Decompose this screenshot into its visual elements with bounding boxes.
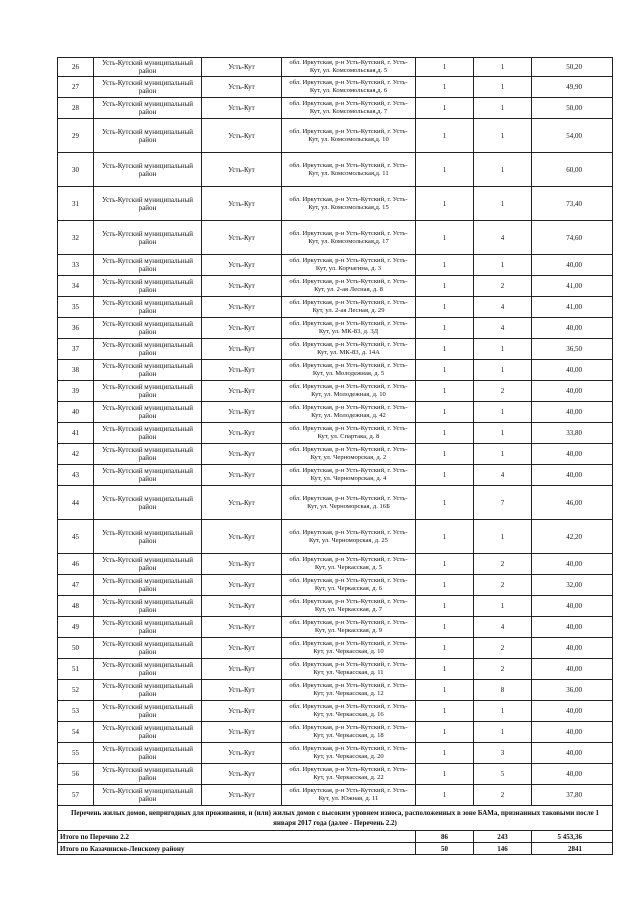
houses-count-cell: 1: [416, 722, 474, 743]
row-number-cell: 44: [58, 486, 94, 520]
row-number-cell: 57: [58, 785, 94, 806]
address-cell: обл. Иркутская, р-н Усть-Кутский, г. Усть-Кут, ул. Черкасская, д. 22: [282, 764, 416, 785]
houses-count-cell: 1: [416, 785, 474, 806]
houses-count-cell: 1: [416, 486, 474, 520]
table-row: [58, 701, 613, 722]
address-cell: обл. Иркутская, р-н Усть-Кутский, г. Усть-Кут, ул. Черкасская, д. 20: [282, 743, 416, 764]
area-cell: 40,00: [532, 638, 613, 659]
area-cell: 37,80: [532, 785, 613, 806]
row-number-cell: 32: [58, 221, 94, 255]
settlement-cell: Усть-Кут: [202, 221, 282, 255]
address-cell: обл. Иркутская, р-н Усть-Кутский, г. Усть-Кут, ул. Корчагина, д. 3: [282, 255, 416, 276]
address-cell: обл. Иркутская, р-н Усть-Кутский, г. Усть-Кут, ул. Комсомольская,д. 5: [282, 58, 416, 77]
row-number-cell: 26: [58, 58, 94, 77]
area-cell: 40,00: [532, 764, 613, 785]
residents-count-cell: 1: [474, 360, 532, 381]
houses-count-cell: 1: [416, 276, 474, 297]
residents-count-cell: 2: [474, 554, 532, 575]
residents-count-cell: 1: [474, 98, 532, 119]
district-cell: Усть-Кутский муниципальный район: [94, 575, 202, 596]
row-number-cell: 51: [58, 659, 94, 680]
row-number-cell: 50: [58, 638, 94, 659]
district-cell: Усть-Кутский муниципальный район: [94, 339, 202, 360]
residents-count-cell: 4: [474, 617, 532, 638]
address-cell: обл. Иркутская, р-н Усть-Кутский, г. Усть-Кут, ул. Молодежная, д. 10: [282, 381, 416, 402]
district-cell: Усть-Кутский муниципальный район: [94, 318, 202, 339]
houses-count-cell: 1: [416, 444, 474, 465]
row-number-cell: 38: [58, 360, 94, 381]
settlement-cell: Усть-Кут: [202, 785, 282, 806]
row-number-cell: 31: [58, 187, 94, 221]
district-cell: Усть-Кутский муниципальный район: [94, 119, 202, 153]
area-cell: 41,00: [532, 297, 613, 318]
residents-count-cell: 4: [474, 297, 532, 318]
residents-count-cell: 1: [474, 596, 532, 617]
row-number-cell: 47: [58, 575, 94, 596]
address-cell: обл. Иркутская, р-н Усть-Кутский, г. Усть-Кут, ул. Черкасская, д. 16: [282, 701, 416, 722]
address-cell: обл. Иркутская, р-н Усть-Кутский, г. Усть-Кут, ул. Молодежная, д. 42: [282, 402, 416, 423]
area-cell: 32,00: [532, 575, 613, 596]
row-number-cell: 28: [58, 98, 94, 119]
district-cell: Усть-Кутский муниципальный район: [94, 98, 202, 119]
houses-count-cell: 1: [416, 98, 474, 119]
settlement-cell: Усть-Кут: [202, 444, 282, 465]
residents-count-cell: 2: [474, 785, 532, 806]
houses-count-cell: 1: [416, 339, 474, 360]
settlement-cell: Усть-Кут: [202, 743, 282, 764]
document-page: [57, 57, 612, 855]
houses-count-cell: 1: [416, 221, 474, 255]
area-cell: 50,00: [532, 98, 613, 119]
area-cell: 40,00: [532, 318, 613, 339]
houses-count-cell: 1: [416, 554, 474, 575]
row-number-cell: 54: [58, 722, 94, 743]
district-cell: Усть-Кутский муниципальный район: [94, 701, 202, 722]
table-row: [58, 77, 613, 98]
residents-count-cell: 1: [474, 444, 532, 465]
residents-count-cell: 1: [474, 423, 532, 444]
table-row: [58, 360, 613, 381]
table-row: [58, 221, 613, 255]
settlement-cell: Усть-Кут: [202, 659, 282, 680]
address-cell: обл. Иркутская, р-н Усть-Кутский, г. Усть-Кут, ул. Черкасская, д. 12: [282, 680, 416, 701]
table-row: [58, 554, 613, 575]
area-cell: 50,20: [532, 58, 613, 77]
table-row: [58, 520, 613, 554]
district-cell: Усть-Кутский муниципальный район: [94, 638, 202, 659]
total-area-cell: 5 453,36: [532, 831, 613, 843]
houses-count-cell: 1: [416, 381, 474, 402]
district-cell: Усть-Кутский муниципальный район: [94, 444, 202, 465]
settlement-cell: Усть-Кут: [202, 423, 282, 444]
row-number-cell: 36: [58, 318, 94, 339]
table-row: [58, 119, 613, 153]
table-body: [58, 58, 613, 855]
area-cell: 40,00: [532, 444, 613, 465]
settlement-cell: Усть-Кут: [202, 77, 282, 98]
table-row: [58, 575, 613, 596]
address-cell: обл. Иркутская, р-н Усть-Кутский, г. Усть-Кут, ул. Черкасская, д. 5: [282, 554, 416, 575]
address-cell: обл. Иркутская, р-н Усть-Кутский, г. Усть-Кут, ул. Комсомольская,д. 7: [282, 98, 416, 119]
settlement-cell: Усть-Кут: [202, 722, 282, 743]
residents-count-cell: 1: [474, 339, 532, 360]
table-row: [58, 596, 613, 617]
row-number-cell: 53: [58, 701, 94, 722]
settlement-cell: Усть-Кут: [202, 554, 282, 575]
table-row: [58, 187, 613, 221]
residents-count-cell: 2: [474, 659, 532, 680]
table-row: [58, 743, 613, 764]
row-number-cell: 49: [58, 617, 94, 638]
row-number-cell: 39: [58, 381, 94, 402]
area-cell: 40,00: [532, 381, 613, 402]
settlement-cell: Усть-Кут: [202, 360, 282, 381]
row-number-cell: 52: [58, 680, 94, 701]
settlement-cell: Усть-Кут: [202, 58, 282, 77]
area-cell: 40,00: [532, 360, 613, 381]
residents-count-cell: 4: [474, 465, 532, 486]
table-row: [58, 722, 613, 743]
table-row: [58, 339, 613, 360]
area-cell: 40,00: [532, 743, 613, 764]
residents-count-cell: 1: [474, 77, 532, 98]
address-cell: обл. Иркутская, р-н Усть-Кутский, г. Усть-Кут, ул. Комсомольская,д. 10: [282, 119, 416, 153]
row-number-cell: 43: [58, 465, 94, 486]
total-houses-cell: 50: [416, 843, 474, 855]
address-cell: обл. Иркутская, р-н Усть-Кутский, г. Усть-Кут, ул. 2-ая Лесная, д. 8: [282, 276, 416, 297]
address-cell: обл. Иркутская, р-н Усть-Кутский, г. Усть-Кут, ул. Черкасская, д. 9: [282, 617, 416, 638]
table-row: [58, 764, 613, 785]
settlement-cell: Усть-Кут: [202, 617, 282, 638]
housing-table: [57, 57, 613, 855]
residents-count-cell: 1: [474, 520, 532, 554]
row-number-cell: 40: [58, 402, 94, 423]
total-houses-cell: 86: [416, 831, 474, 843]
table-row: [58, 318, 613, 339]
settlement-cell: Усть-Кут: [202, 187, 282, 221]
area-cell: 54,00: [532, 119, 613, 153]
houses-count-cell: 1: [416, 402, 474, 423]
residents-count-cell: 1: [474, 187, 532, 221]
residents-count-cell: 1: [474, 255, 532, 276]
address-cell: обл. Иркутская, р-н Усть-Кутский, г. Усть-Кут, ул. Черноморская, д. 4: [282, 465, 416, 486]
area-cell: 73,40: [532, 187, 613, 221]
area-cell: 60,00: [532, 153, 613, 187]
district-cell: Усть-Кутский муниципальный район: [94, 520, 202, 554]
address-cell: обл. Иркутская, р-н Усть-Кутский, г. Усть-Кут, ул. МК-83, д. 3Д: [282, 318, 416, 339]
total-residents-cell: 146: [474, 843, 532, 855]
area-cell: 41,00: [532, 276, 613, 297]
district-cell: Усть-Кутский муниципальный район: [94, 381, 202, 402]
address-cell: обл. Иркутская, р-н Усть-Кутский, г. Усть-Кут, ул. Черкасская, д. 11: [282, 659, 416, 680]
address-cell: обл. Иркутская, р-н Усть-Кутский, г. Усть-Кут, ул. МК-83, д. 14А: [282, 339, 416, 360]
settlement-cell: Усть-Кут: [202, 339, 282, 360]
settlement-cell: Усть-Кут: [202, 98, 282, 119]
district-cell: Усть-Кутский муниципальный район: [94, 764, 202, 785]
address-cell: обл. Иркутская, р-н Усть-Кутский, г. Усть-Кут, ул. Комсомольская,д. 6: [282, 77, 416, 98]
district-cell: Усть-Кутский муниципальный район: [94, 77, 202, 98]
table-row: [58, 659, 613, 680]
area-cell: 33,80: [532, 423, 613, 444]
address-cell: обл. Иркутская, р-н Усть-Кутский, г. Усть-Кут, ул. Черноморская, д. 25: [282, 520, 416, 554]
total-row: [58, 843, 613, 855]
residents-count-cell: 3: [474, 743, 532, 764]
settlement-cell: Усть-Кут: [202, 680, 282, 701]
district-cell: Усть-Кутский муниципальный район: [94, 486, 202, 520]
houses-count-cell: 1: [416, 297, 474, 318]
settlement-cell: Усть-Кут: [202, 575, 282, 596]
row-number-cell: 56: [58, 764, 94, 785]
table-row: [58, 680, 613, 701]
district-cell: Усть-Кутский муниципальный район: [94, 402, 202, 423]
row-number-cell: 35: [58, 297, 94, 318]
area-cell: 36,50: [532, 339, 613, 360]
settlement-cell: Усть-Кут: [202, 596, 282, 617]
table-row: [58, 617, 613, 638]
section-note: Перечень жилых домов, непригодных для проживания, и (или) жилых домов с высоким уровнем износа, расположенных в зоне БАМа, признанных таковыми после 1 января 2017 года (далее - Перечень 2.2): [58, 806, 613, 831]
total-area-cell: 2841: [532, 843, 613, 855]
houses-count-cell: 1: [416, 360, 474, 381]
total-residents-cell: 243: [474, 831, 532, 843]
district-cell: Усть-Кутский муниципальный район: [94, 187, 202, 221]
address-cell: обл. Иркутская, р-н Усть-Кутский, г. Усть-Кут, ул. 2-ая Лесная, д. 29: [282, 297, 416, 318]
address-cell: обл. Иркутская, р-н Усть-Кутский, г. Усть-Кут, ул. Комсомольская,д. 15: [282, 187, 416, 221]
address-cell: обл. Иркутская, р-н Усть-Кутский, г. Усть-Кут, ул. Черкасская, д. 10: [282, 638, 416, 659]
houses-count-cell: 1: [416, 743, 474, 764]
houses-count-cell: 1: [416, 77, 474, 98]
residents-count-cell: 8: [474, 680, 532, 701]
area-cell: 42,20: [532, 520, 613, 554]
settlement-cell: Усть-Кут: [202, 276, 282, 297]
residents-count-cell: 5: [474, 764, 532, 785]
row-number-cell: 34: [58, 276, 94, 297]
row-number-cell: 45: [58, 520, 94, 554]
district-cell: Усть-Кутский муниципальный район: [94, 596, 202, 617]
houses-count-cell: 1: [416, 187, 474, 221]
row-number-cell: 27: [58, 77, 94, 98]
address-cell: обл. Иркутская, р-н Усть-Кутский, г. Усть-Кут, ул. Южная, д. 11: [282, 785, 416, 806]
houses-count-cell: 1: [416, 119, 474, 153]
area-cell: 46,00: [532, 486, 613, 520]
residents-count-cell: 4: [474, 318, 532, 339]
settlement-cell: Усть-Кут: [202, 381, 282, 402]
houses-count-cell: 1: [416, 465, 474, 486]
settlement-cell: Усть-Кут: [202, 701, 282, 722]
district-cell: Усть-Кутский муниципальный район: [94, 58, 202, 77]
area-cell: 40,00: [532, 659, 613, 680]
address-cell: обл. Иркутская, р-н Усть-Кутский, г. Усть-Кут, ул. Комсомольская,д. 11: [282, 153, 416, 187]
houses-count-cell: 1: [416, 318, 474, 339]
table-row: [58, 297, 613, 318]
row-number-cell: 48: [58, 596, 94, 617]
district-cell: Усть-Кутский муниципальный район: [94, 785, 202, 806]
residents-count-cell: 2: [474, 638, 532, 659]
houses-count-cell: 1: [416, 58, 474, 77]
houses-count-cell: 1: [416, 680, 474, 701]
district-cell: Усть-Кутский муниципальный район: [94, 680, 202, 701]
address-cell: обл. Иркутская, р-н Усть-Кутский, г. Усть-Кут, ул. Черкасская, д. 7: [282, 596, 416, 617]
area-cell: 49,90: [532, 77, 613, 98]
houses-count-cell: 1: [416, 596, 474, 617]
residents-count-cell: 1: [474, 119, 532, 153]
area-cell: 40,00: [532, 255, 613, 276]
address-cell: обл. Иркутская, р-н Усть-Кутский, г. Усть-Кут, ул. Черкасская, д. 18: [282, 722, 416, 743]
settlement-cell: Усть-Кут: [202, 402, 282, 423]
district-cell: Усть-Кутский муниципальный район: [94, 153, 202, 187]
table-row: [58, 444, 613, 465]
district-cell: Усть-Кутский муниципальный район: [94, 360, 202, 381]
district-cell: Усть-Кутский муниципальный район: [94, 554, 202, 575]
residents-count-cell: 2: [474, 276, 532, 297]
houses-count-cell: 1: [416, 520, 474, 554]
table-row: [58, 58, 613, 77]
district-cell: Усть-Кутский муниципальный район: [94, 659, 202, 680]
row-number-cell: 42: [58, 444, 94, 465]
residents-count-cell: 7: [474, 486, 532, 520]
settlement-cell: Усть-Кут: [202, 153, 282, 187]
row-number-cell: 33: [58, 255, 94, 276]
row-number-cell: 29: [58, 119, 94, 153]
address-cell: обл. Иркутская, р-н Усть-Кутский, г. Усть-Кут, ул. Черноморская, д. 16Б: [282, 486, 416, 520]
district-cell: Усть-Кутский муниципальный район: [94, 617, 202, 638]
table-row: [58, 276, 613, 297]
table-row: [58, 153, 613, 187]
district-cell: Усть-Кутский муниципальный район: [94, 722, 202, 743]
settlement-cell: Усть-Кут: [202, 465, 282, 486]
table-row: [58, 638, 613, 659]
area-cell: 36,00: [532, 680, 613, 701]
address-cell: обл. Иркутская, р-н Усть-Кутский, г. Усть-Кут, ул. Черноморская, д. 2: [282, 444, 416, 465]
district-cell: Усть-Кутский муниципальный район: [94, 297, 202, 318]
residents-count-cell: 2: [474, 575, 532, 596]
total-row: [58, 831, 613, 843]
settlement-cell: Усть-Кут: [202, 638, 282, 659]
settlement-cell: Усть-Кут: [202, 318, 282, 339]
houses-count-cell: 1: [416, 764, 474, 785]
district-cell: Усть-Кутский муниципальный район: [94, 221, 202, 255]
residents-count-cell: 1: [474, 701, 532, 722]
row-number-cell: 37: [58, 339, 94, 360]
area-cell: 40,00: [532, 701, 613, 722]
area-cell: 40,00: [532, 554, 613, 575]
area-cell: 40,00: [532, 465, 613, 486]
area-cell: 40,00: [532, 722, 613, 743]
area-cell: 40,00: [532, 617, 613, 638]
settlement-cell: Усть-Кут: [202, 119, 282, 153]
total-label: Итого по Казачинско-Ленскому району: [58, 843, 416, 855]
table-row: [58, 98, 613, 119]
residents-count-cell: 1: [474, 58, 532, 77]
table-row: [58, 255, 613, 276]
settlement-cell: Усть-Кут: [202, 297, 282, 318]
houses-count-cell: 1: [416, 617, 474, 638]
table-row: [58, 465, 613, 486]
table-row: [58, 423, 613, 444]
residents-count-cell: 4: [474, 221, 532, 255]
district-cell: Усть-Кутский муниципальный район: [94, 276, 202, 297]
table-row: [58, 402, 613, 423]
table-row: [58, 381, 613, 402]
section-note-row: [58, 806, 613, 831]
residents-count-cell: 1: [474, 402, 532, 423]
district-cell: Усть-Кутский муниципальный район: [94, 423, 202, 444]
row-number-cell: 30: [58, 153, 94, 187]
settlement-cell: Усть-Кут: [202, 520, 282, 554]
table-row: [58, 785, 613, 806]
row-number-cell: 46: [58, 554, 94, 575]
total-label: Итого по Перечню 2.2: [58, 831, 416, 843]
residents-count-cell: 1: [474, 153, 532, 187]
table-row: [58, 486, 613, 520]
area-cell: 74,60: [532, 221, 613, 255]
settlement-cell: Усть-Кут: [202, 255, 282, 276]
district-cell: Усть-Кутский муниципальный район: [94, 743, 202, 764]
district-cell: Усть-Кутский муниципальный район: [94, 465, 202, 486]
district-cell: Усть-Кутский муниципальный район: [94, 255, 202, 276]
row-number-cell: 55: [58, 743, 94, 764]
residents-count-cell: 1: [474, 722, 532, 743]
houses-count-cell: 1: [416, 638, 474, 659]
settlement-cell: Усть-Кут: [202, 486, 282, 520]
houses-count-cell: 1: [416, 255, 474, 276]
row-number-cell: 41: [58, 423, 94, 444]
area-cell: 40,00: [532, 402, 613, 423]
area-cell: 40,00: [532, 596, 613, 617]
address-cell: обл. Иркутская, р-н Усть-Кутский, г. Усть-Кут, ул. Молодежная, д. 5: [282, 360, 416, 381]
houses-count-cell: 1: [416, 575, 474, 596]
address-cell: обл. Иркутская, р-н Усть-Кутский, г. Усть-Кут, ул. Комсомольская,д. 17: [282, 221, 416, 255]
settlement-cell: Усть-Кут: [202, 764, 282, 785]
houses-count-cell: 1: [416, 423, 474, 444]
houses-count-cell: 1: [416, 659, 474, 680]
address-cell: обл. Иркутская, р-н Усть-Кутский, г. Усть-Кут, ул. Спартака, д. 8: [282, 423, 416, 444]
residents-count-cell: 2: [474, 381, 532, 402]
houses-count-cell: 1: [416, 153, 474, 187]
houses-count-cell: 1: [416, 701, 474, 722]
address-cell: обл. Иркутская, р-н Усть-Кутский, г. Усть-Кут, ул. Черкасская, д. 6: [282, 575, 416, 596]
